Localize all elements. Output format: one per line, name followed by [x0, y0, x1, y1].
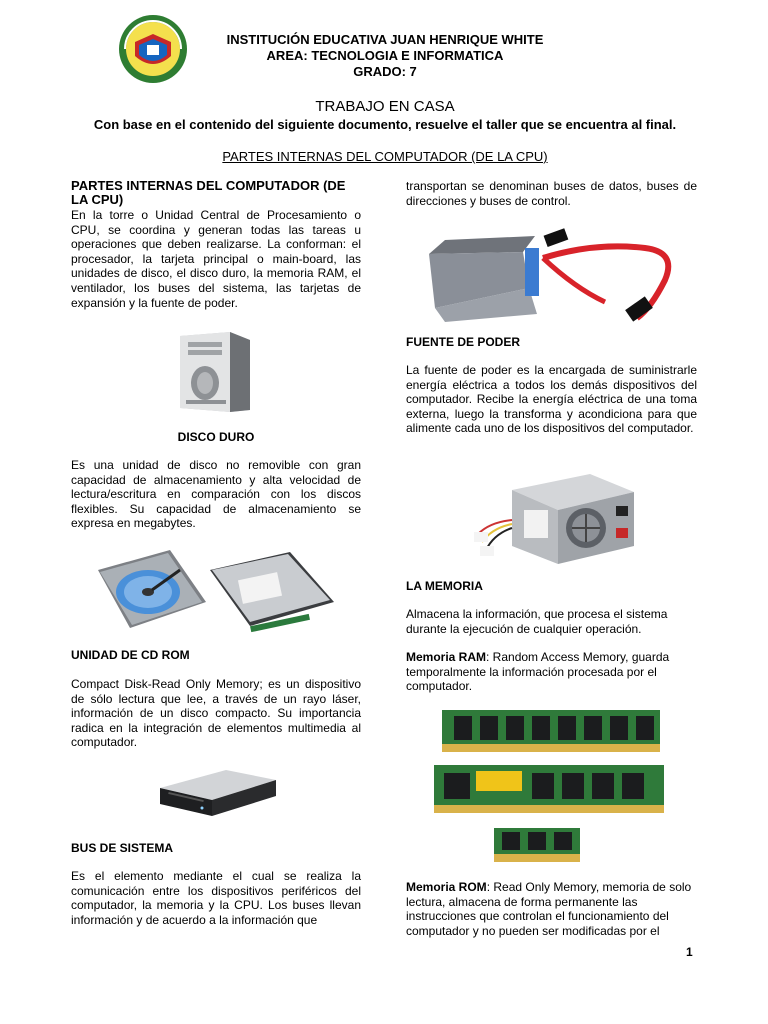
ram-module-icon: [440, 708, 662, 754]
section-heading-disco-duro: DISCO DURO: [177, 430, 255, 444]
rom-label: Memoria ROM: [406, 880, 487, 894]
rom-text: : Read Only Memory, memoria de solo lectura, almacena de forma permanente las instrucciones que controlan el funcionamiento del computador y no pueden ser modificadas por el: [406, 880, 692, 938]
bus-paragraph: Es el elemento mediante el cual se realiza la comunicación entre los dispositivos periféricos del computador, la memoria y la CPU. Los buses llevan información y de acuerdo a la información que: [71, 869, 361, 927]
section-heading-cd-rom: UNIDAD DE CD ROM: [71, 648, 190, 662]
document-title: PARTES INTERNAS DEL COMPUTADOR (DE LA CPU): [222, 149, 548, 164]
hard-drive-icon: [90, 540, 340, 636]
ram-module-icon: [492, 826, 582, 864]
institution-name: INSTITUCIÓN EDUCATIVA JUAN HENRIQUE WHITE: [226, 32, 544, 47]
ram-module-icon: [432, 763, 666, 817]
power-supply-icon: [470, 470, 640, 568]
section-heading-fuente: FUENTE DE PODER: [406, 335, 521, 349]
memoria-paragraph: Almacena la información, que procesa el sistema durante la ejecución de cualquier operación.: [406, 607, 668, 636]
rom-paragraph: [406, 880, 697, 938]
fuente-paragraph: La fuente de poder es la encargada de suministrarle energía eléctrica a todos los demás dispositivos del computador. Recibe la energía eléctrica de una toma externa, luego la transforma y acondiciona para que alimente cada uno de los dispositivos del computador.: [406, 363, 697, 436]
page-title: TRABAJO EN CASA: [315, 98, 455, 115]
subject-area: AREA: TECNOLOGIA E INFORMATICA: [266, 48, 504, 63]
grade-label: GRADO: 7: [353, 64, 417, 79]
bus-paragraph-continued: transportan se denominan buses de datos, buses de direcciones y buses de control.: [406, 179, 697, 208]
ram-text: : Random Access Memory, guarda temporalmente la información procesada por el computador.: [406, 650, 670, 694]
instruction-text: Con base en el contenido del siguiente documento, resuelve el taller que se encuentra al final.: [93, 117, 677, 132]
ram-paragraph: [406, 650, 697, 694]
cd-rom-drive-icon: [156, 766, 280, 820]
disco-duro-paragraph: Es una unidad de disco no removible con gran capacidad de almacenamiento y alta velocidad de lectura/escritura en comparación con los discos flexibles. Su capacidad de almacenamiento se expresa en megabytes.: [71, 458, 361, 531]
intro-paragraph: En la torre o Unidad Central de Procesamiento o CPU, se coordina y generan todas las tareas u operaciones que deben realizarse. La conforman: el procesador, la tarjeta principal o main-board, las unidades de disco, el disco duro, la memoria RAM, el ventilador, los buses del sistema, las tarjetas de expansión y la fuente de poder.: [71, 208, 361, 310]
section-heading-bus: BUS DE SISTEMA: [71, 841, 174, 855]
cd-rom-paragraph: Compact Disk-Read Only Memory; es un dispositivo de sólo lectura que lee, a través de un rayo láser, información de un disco compacto. Su importancia radica en la integración de elementos multimedia al computador.: [71, 677, 361, 750]
cpu-tower-icon: [172, 328, 258, 414]
section-heading-memoria: LA MEMORIA: [406, 579, 483, 593]
ram-label: Memoria RAM: [406, 650, 487, 664]
section-heading-intro: PARTES INTERNAS DEL COMPUTADOR (DE LA CPU): [71, 178, 346, 207]
bus-cables-icon: [425, 218, 685, 324]
page-number: 1: [686, 945, 693, 959]
